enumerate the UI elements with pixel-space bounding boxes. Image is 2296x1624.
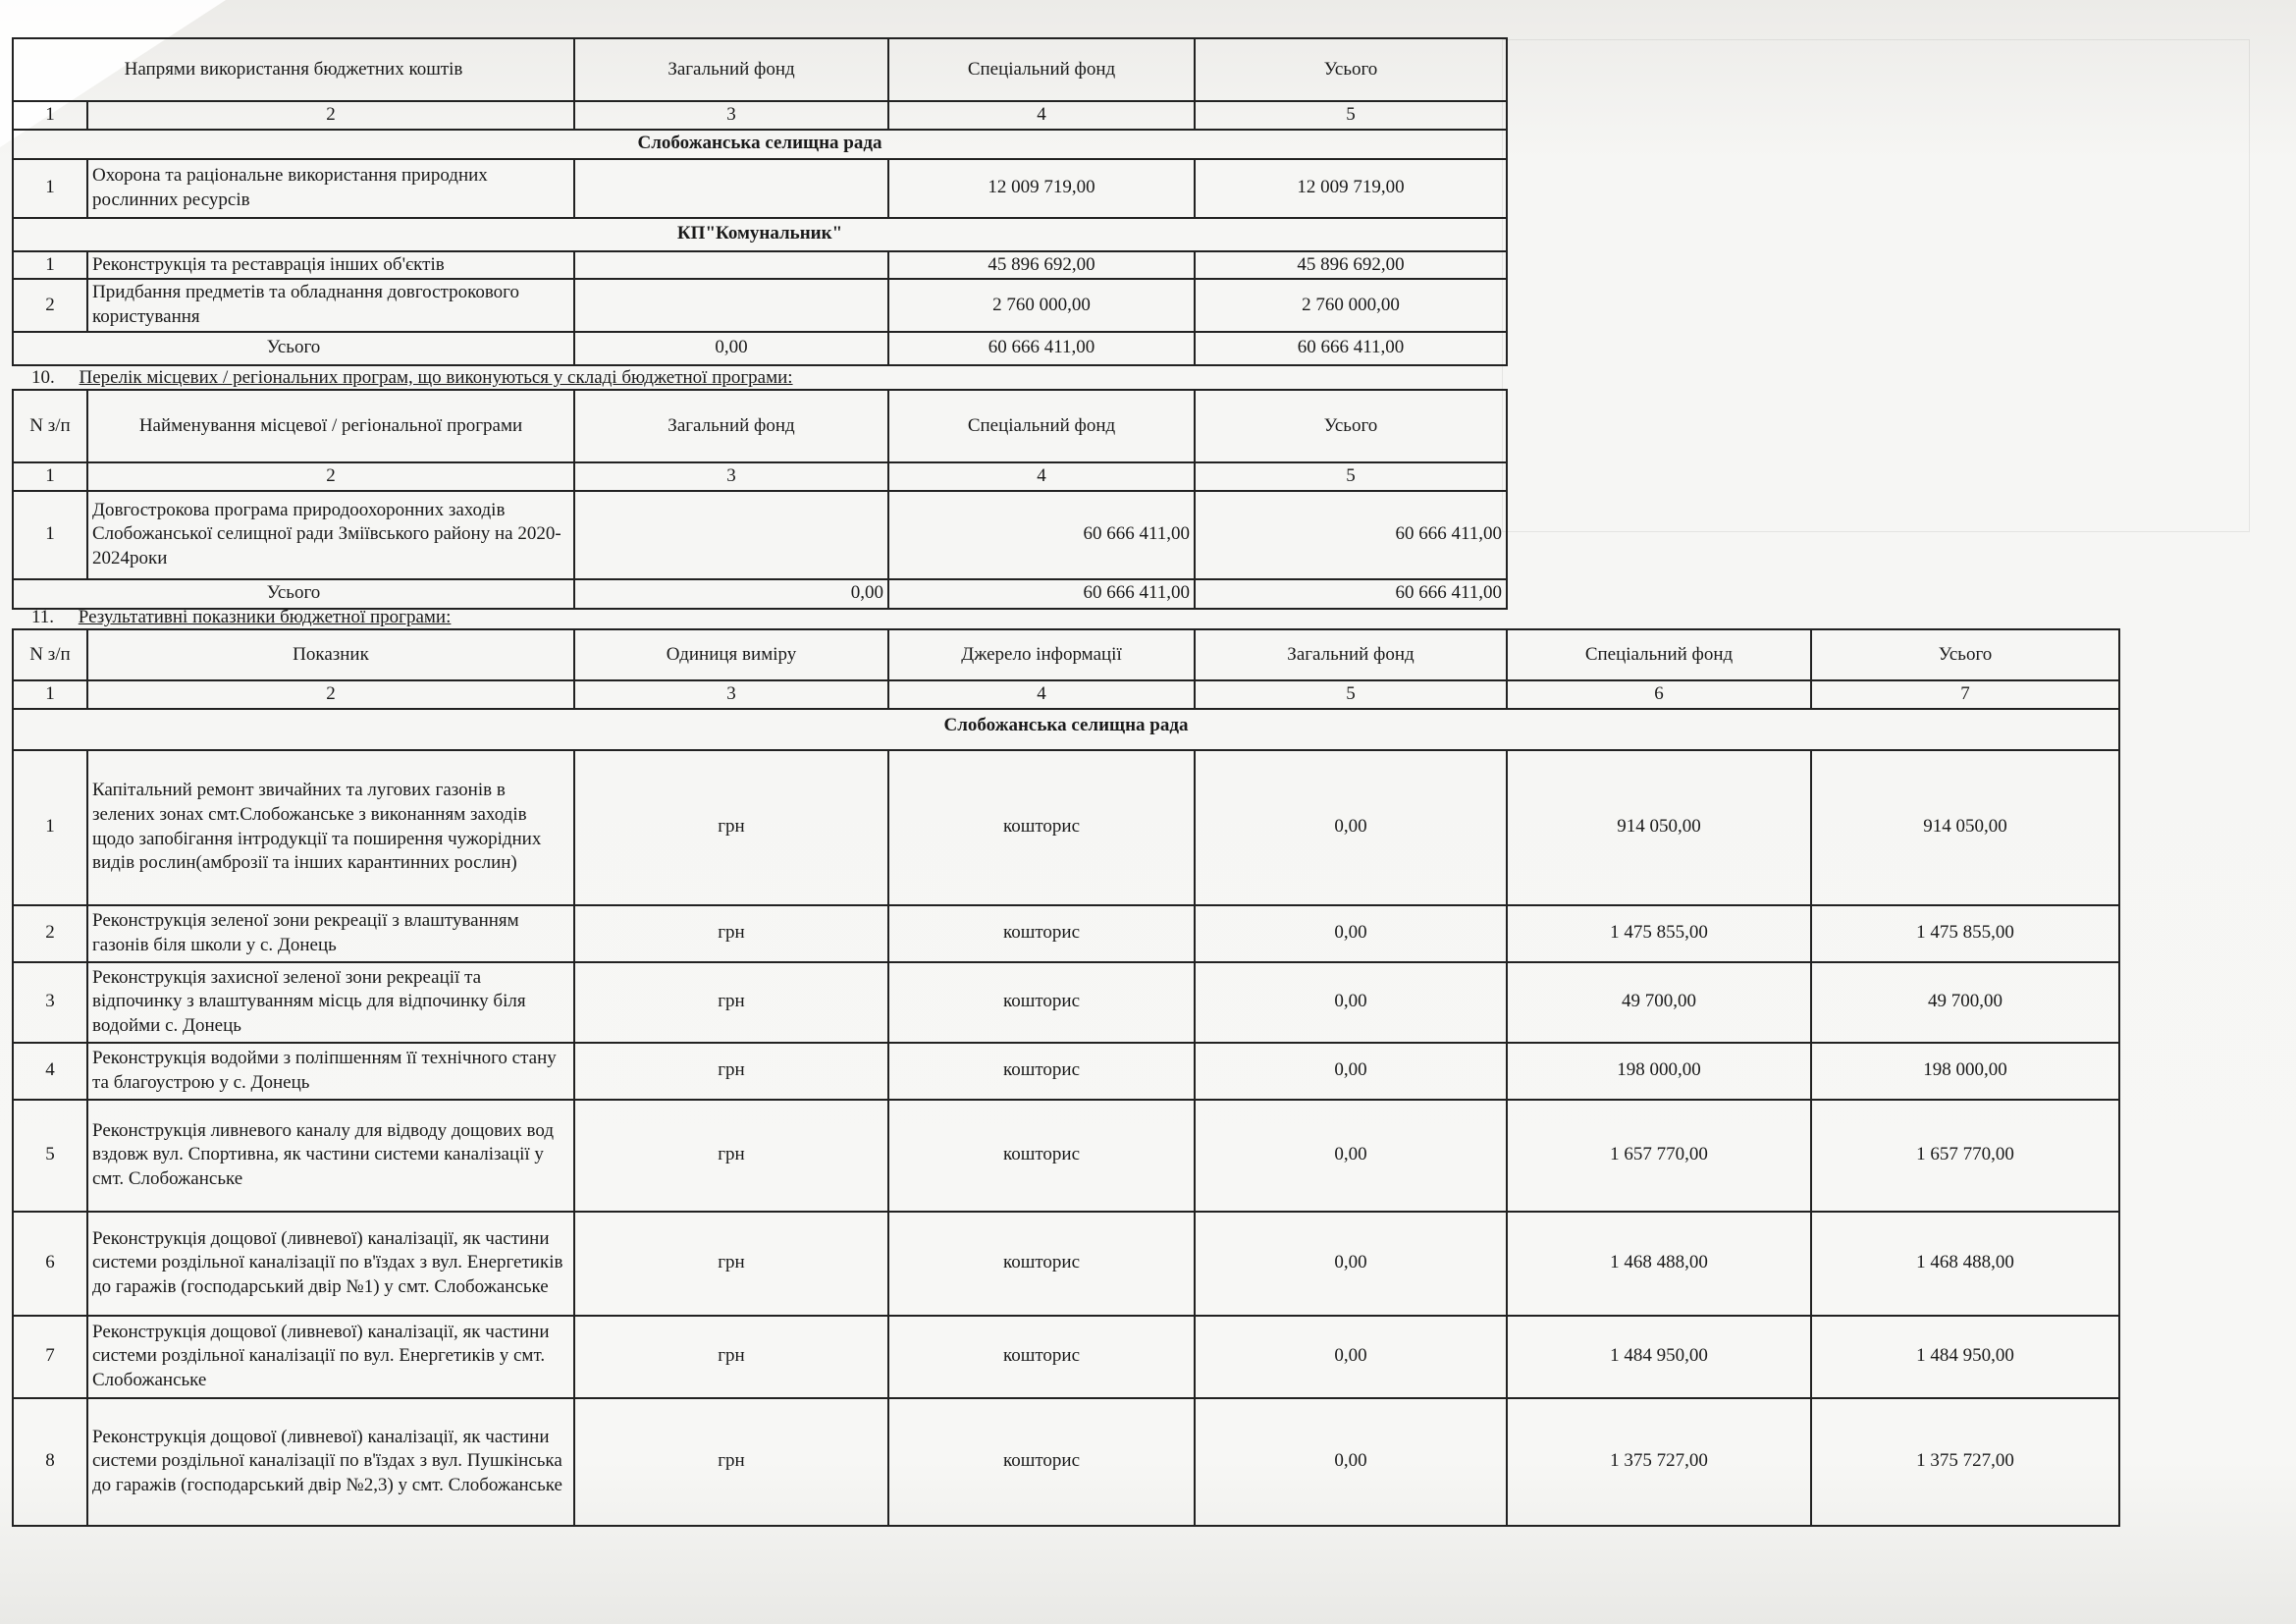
total: 1 484 950,00 [1811, 1316, 2119, 1398]
table-row [13, 251, 1507, 280]
source: кошторис [888, 1100, 1195, 1212]
direction-name: Реконструкція та реставрація інших об'єктів [87, 251, 574, 280]
total: 60 666 411,00 [1195, 332, 1507, 365]
performance-indicators-table [12, 628, 2120, 1527]
section-number: 11. [31, 607, 55, 627]
row-number: 7 [13, 1316, 87, 1398]
table-row [13, 1316, 2119, 1398]
general-fund [574, 279, 888, 331]
group-heading: Слобожанська селищна рада [13, 130, 1507, 159]
column-number: 3 [574, 462, 888, 491]
header-cell: Спеціальний фонд [888, 38, 1195, 101]
section-title: Перелік місцевих / регіональних програм, що виконуються у складі бюджетної програми: [79, 367, 793, 388]
column-number: 3 [574, 680, 888, 709]
group-heading: Слобожанська селищна рада [13, 709, 2119, 750]
total: 49 700,00 [1811, 962, 2119, 1043]
general-fund: 0,00 [1195, 1212, 1507, 1316]
section-11-heading [31, 607, 451, 628]
direction-name: Придбання предметів та обладнання довгострокового користування [87, 279, 574, 331]
section-number: 10. [31, 367, 55, 388]
special-fund: 49 700,00 [1507, 962, 1811, 1043]
indicator-name: Реконструкція дощової (ливневої) каналізації, як частини системи роздільної каналізації по в'їздах з вул. Енергетиків до гаражів (господарський двір №1) у смт. Слобожанське [87, 1212, 574, 1316]
general-fund: 0,00 [1195, 905, 1507, 962]
column-number: 2 [87, 462, 574, 491]
indicator-name: Реконструкція водойми з поліпшенням її технічного стану та благоустрою у с. Донець [87, 1043, 574, 1100]
table-row [13, 905, 2119, 962]
total: 1 375 727,00 [1811, 1398, 2119, 1526]
row-number: 5 [13, 1100, 87, 1212]
unit: грн [574, 1398, 888, 1526]
row-number: 2 [13, 279, 87, 331]
header-cell: Одиниця виміру [574, 629, 888, 680]
column-number: 6 [1507, 680, 1811, 709]
header-cell: Спеціальний фонд [1507, 629, 1811, 680]
source: кошторис [888, 1316, 1195, 1398]
row-number: 1 [13, 251, 87, 280]
bleed-through-shadow [1502, 39, 2250, 532]
row-number: 3 [13, 962, 87, 1043]
source: кошторис [888, 1398, 1195, 1526]
column-number: 5 [1195, 680, 1507, 709]
general-fund: 0,00 [574, 332, 888, 365]
table-row [13, 159, 1507, 218]
general-fund: 0,00 [574, 579, 888, 609]
unit: грн [574, 1043, 888, 1100]
indicator-name: Реконструкція захисної зеленої зони рекреації та відпочинку з влаштуванням місць для відпочинку біля водойми с. Донець [87, 962, 574, 1043]
column-number: 1 [13, 462, 87, 491]
column-number: 2 [87, 680, 574, 709]
special-fund: 2 760 000,00 [888, 279, 1195, 331]
column-number-row [13, 680, 2119, 709]
row-number: 1 [13, 750, 87, 905]
row-number: 1 [13, 491, 87, 579]
total: 12 009 719,00 [1195, 159, 1507, 218]
source: кошторис [888, 1043, 1195, 1100]
unit: грн [574, 750, 888, 905]
general-fund: 0,00 [1195, 1043, 1507, 1100]
header-cell: Загальний фонд [574, 390, 888, 462]
row-number: 8 [13, 1398, 87, 1526]
special-fund: 198 000,00 [1507, 1043, 1811, 1100]
special-fund: 45 896 692,00 [888, 251, 1195, 280]
general-fund [574, 491, 888, 579]
total-row [13, 579, 1507, 609]
row-number: 6 [13, 1212, 87, 1316]
header-cell: Загальний фонд [574, 38, 888, 101]
general-fund: 0,00 [1195, 750, 1507, 905]
table-row [13, 1100, 2119, 1212]
total: 60 666 411,00 [1195, 491, 1507, 579]
direction-name: Охорона та раціональне використання природних рослинних ресурсів [87, 159, 574, 218]
table-row [13, 1043, 2119, 1100]
source: кошторис [888, 962, 1195, 1043]
special-fund: 60 666 411,00 [888, 579, 1195, 609]
table-row [13, 750, 2119, 905]
table-row [13, 1398, 2119, 1526]
table-row [13, 491, 1507, 579]
source: кошторис [888, 905, 1195, 962]
column-number-row [13, 101, 1507, 130]
special-fund: 12 009 719,00 [888, 159, 1195, 218]
total-row [13, 332, 1507, 365]
indicator-name: Реконструкція зеленої зони рекреації з влаштуванням газонів біля школи у с. Донець [87, 905, 574, 962]
general-fund: 0,00 [1195, 1100, 1507, 1212]
header-cell: Найменування місцевої / регіональної програми [87, 390, 574, 462]
special-fund: 60 666 411,00 [888, 491, 1195, 579]
header-cell: N з/п [13, 390, 87, 462]
section-title: Результативні показники бюджетної програми: [78, 607, 452, 627]
section-10-heading [31, 367, 793, 389]
header-cell: Показник [87, 629, 574, 680]
total: 198 000,00 [1811, 1043, 2119, 1100]
row-number: 4 [13, 1043, 87, 1100]
total-label: Усього [13, 332, 574, 365]
indicator-name: Реконструкція дощової (ливневої) каналізації, як частини системи роздільної каналізації по в'їздах з вул. Пушкінська до гаражів (господарський двір №2,3) у смт. Слобожанське [87, 1398, 574, 1526]
indicator-name: Реконструкція дощової (ливневої) каналізації, як частини системи роздільної каналізації по вул. Енергетиків у смт. Слобожанське [87, 1316, 574, 1398]
table-header-row [13, 629, 2119, 680]
unit: грн [574, 1100, 888, 1212]
budget-directions-table [12, 37, 1508, 366]
column-number: 4 [888, 462, 1195, 491]
general-fund [574, 159, 888, 218]
column-number: 4 [888, 680, 1195, 709]
total: 1 475 855,00 [1811, 905, 2119, 962]
column-number: 4 [888, 101, 1195, 130]
source: кошторис [888, 750, 1195, 905]
table-row [13, 1212, 2119, 1316]
local-programs-table [12, 389, 1508, 610]
total: 1 468 488,00 [1811, 1212, 2119, 1316]
header-cell: N з/п [13, 629, 87, 680]
general-fund: 0,00 [1195, 1316, 1507, 1398]
special-fund: 914 050,00 [1507, 750, 1811, 905]
total: 45 896 692,00 [1195, 251, 1507, 280]
general-fund [574, 251, 888, 280]
column-number: 1 [13, 101, 87, 130]
general-fund: 0,00 [1195, 962, 1507, 1043]
indicator-name: Капітальний ремонт звичайних та лугових газонів в зелених зонах смт.Слобожанське з виконанням заходів щодо запобігання інтродукції та поширення чужорідних видів рослин(амброзії та інших карантинних рослин) [87, 750, 574, 905]
unit: грн [574, 962, 888, 1043]
unit: грн [574, 905, 888, 962]
group-heading: КП"Комунальник" [13, 218, 1507, 251]
column-number: 7 [1811, 680, 2119, 709]
column-number: 2 [87, 101, 574, 130]
header-cell: Джерело інформації [888, 629, 1195, 680]
special-fund: 1 475 855,00 [1507, 905, 1811, 962]
total: 2 760 000,00 [1195, 279, 1507, 331]
column-number: 1 [13, 680, 87, 709]
indicator-name: Реконструкція ливневого каналу для відводу дощових вод вздовж вул. Спортивна, як частини системи каналізації у смт. Слобожанське [87, 1100, 574, 1212]
column-number: 3 [574, 101, 888, 130]
header-cell: Усього [1195, 38, 1507, 101]
column-number-row [13, 462, 1507, 491]
table-row [13, 279, 1507, 331]
source: кошторис [888, 1212, 1195, 1316]
header-cell: Усього [1811, 629, 2119, 680]
special-fund: 1 657 770,00 [1507, 1100, 1811, 1212]
header-cell: Усього [1195, 390, 1507, 462]
general-fund: 0,00 [1195, 1398, 1507, 1526]
row-number: 2 [13, 905, 87, 962]
unit: грн [574, 1212, 888, 1316]
table-row [13, 962, 2119, 1043]
total: 914 050,00 [1811, 750, 2119, 905]
column-number: 5 [1195, 101, 1507, 130]
special-fund: 1 484 950,00 [1507, 1316, 1811, 1398]
header-cell: Загальний фонд [1195, 629, 1507, 680]
table-header-row [13, 38, 1507, 101]
special-fund: 1 468 488,00 [1507, 1212, 1811, 1316]
header-cell: Напрями використання бюджетних коштів [13, 38, 574, 101]
row-number: 1 [13, 159, 87, 218]
total: 1 657 770,00 [1811, 1100, 2119, 1212]
special-fund: 1 375 727,00 [1507, 1398, 1811, 1526]
total: 60 666 411,00 [1195, 579, 1507, 609]
header-cell: Спеціальний фонд [888, 390, 1195, 462]
program-name: Довгострокова програма природоохоронних заходів Слобожанської селищної ради Зміївського району на 2020-2024роки [87, 491, 574, 579]
total-label: Усього [13, 579, 574, 609]
column-number: 5 [1195, 462, 1507, 491]
unit: грн [574, 1316, 888, 1398]
special-fund: 60 666 411,00 [888, 332, 1195, 365]
table-header-row [13, 390, 1507, 462]
